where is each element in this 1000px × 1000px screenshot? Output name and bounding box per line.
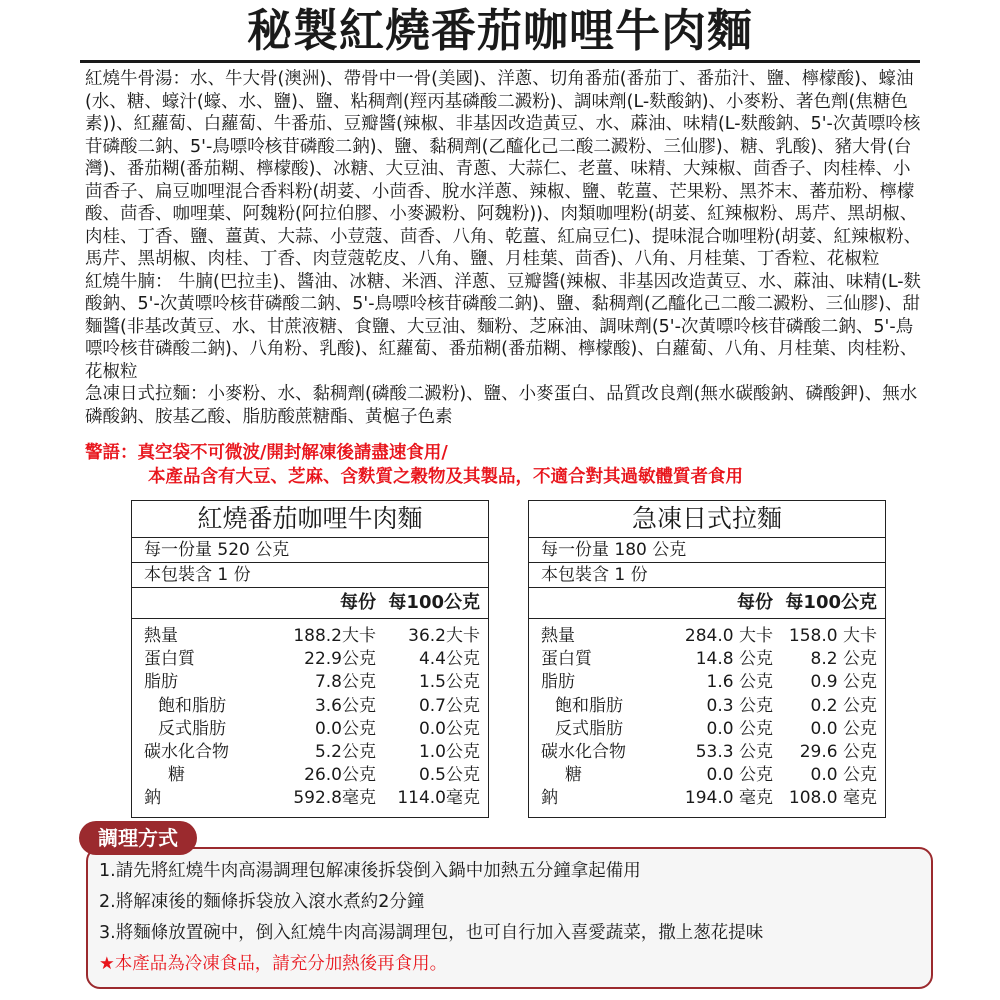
warning-line-1: 警語：真空袋不可微波/開封解凍後請盡速食用/ — [85, 443, 448, 463]
nutrition-header — [132, 588, 488, 619]
table-row: 飽和脂肪 0.3 公克 0.2 公克 — [555, 695, 877, 716]
serving-size: 每一份量 180 公克 — [529, 538, 885, 563]
warning-block — [85, 441, 945, 489]
table-row: 蛋白質 22.9公克 4.4公克 — [144, 649, 480, 670]
table-row: 碳水化合物 5.2公克 1.0公克 — [144, 741, 480, 762]
nutrition-table-ramen — [528, 500, 886, 818]
table-row: 熱量 188.2大卡 36.2大卡 — [144, 626, 480, 646]
table-row: 鈉 194.0 毫克 108.0 毫克 — [541, 788, 877, 809]
title-divider — [80, 60, 920, 63]
serving-size: 每一份量 520 公克 — [132, 538, 488, 563]
table-row: 飽和脂肪 3.6公克 0.7公克 — [158, 695, 480, 716]
table-row: 蛋白質 14.8 公克 8.2 公克 — [541, 649, 877, 670]
method-step-3: 3.將麵條放置碗中，倒入紅燒牛肉高湯調理包，也可自行加入喜愛蔬菜，撒上葱花提味 — [99, 923, 764, 943]
frozen-food-note: ★本產品為冷凍食品，請充分加熱後再食用。 — [99, 954, 448, 974]
table-row: 鈉 592.8毫克 114.0毫克 — [144, 788, 480, 809]
table-row: 糖 0.0 公克 0.0 公克 — [565, 765, 877, 786]
table-row: 熱量 284.0 大卡 158.0 大卡 — [541, 626, 877, 646]
table-row: 碳水化合物 53.3 公克 29.6 公克 — [541, 741, 877, 762]
servings-per-pack: 本包裝含 1 份 — [529, 563, 885, 588]
method-step-1: 1.請先將紅燒牛肉高湯調理包解凍後拆袋倒入鍋中加熱五分鐘拿起備用 — [99, 861, 641, 881]
table-row: 脂肪 7.8公克 1.5公克 — [144, 672, 480, 693]
cooking-method-box — [86, 847, 933, 989]
servings-per-pack: 本包裝含 1 份 — [132, 563, 488, 588]
cooking-method-tag: 調理方式 — [79, 821, 197, 855]
table-row: 糖 26.0公克 0.5公克 — [168, 765, 480, 786]
nutrition-title: 紅燒番茄咖哩牛肉麵 — [132, 501, 488, 538]
nutrition-title: 急凍日式拉麵 — [529, 501, 885, 538]
nutrition-table-beef-noodle — [131, 500, 489, 818]
col-per-100g: 每100公克 — [785, 592, 877, 613]
product-title: 秘製紅燒番茄咖哩牛肉麵 — [246, 4, 753, 57]
table-row: 脂肪 1.6 公克 0.9 公克 — [541, 672, 877, 693]
nutrition-header — [529, 588, 885, 619]
col-per-serving: 每份 — [737, 592, 773, 613]
method-step-2: 2.將解凍後的麵條拆袋放入滾水煮約2分鐘 — [99, 892, 425, 912]
warning-line-2: 本產品含有大豆、芝麻、含麩質之穀物及其製品，不適合對其過敏體質者食用 — [148, 467, 743, 487]
col-per-serving: 每份 — [340, 592, 376, 613]
table-row: 反式脂肪 0.0 公克 0.0 公克 — [555, 718, 877, 739]
ingredients-text: 紅燒牛骨湯：水、牛大骨(澳洲)、帶骨中一骨(美國)、洋蔥、切角番茄(番茄丁、番茄汁、鹽、檸檬酸)、蠔油(水、糖、蠔汁(蠔、水、鹽)、鹽、粘稠劑(羥丙基磷酸二澱粉)、調味劑(L-麩酸鈉)、小麥粉、著色劑(焦糖色素))、紅蘿蔔、白蘿蔔、牛番茄、豆瓣醬(辣椒、非基因改造黃豆、水、蔴油、味精(L-麩酸鈉、5'-次黃嘌呤核苷磷酸二鈉、5'-鳥嘌呤核苷磷酸二鈉)、鹽、黏稠劑(乙醯化己二酸二澱粉、三仙膠)、糖、乳酸)、豬大骨(台灣)、番茄糊(番茄糊、檸檬酸)、冰糖、大豆油、青蔥、大蒜仁、老薑、味精、大辣椒、茴香子、肉桂棒、小茴香子、扁豆咖哩混合香料粉(胡荽、小茴香、脫水洋蔥、辣椒、鹽、乾薑、芒果粉、黑芥末、蕃茄粉、檸檬酸、茴香、咖哩葉、阿魏粉(阿拉伯膠、小麥澱粉、阿魏粉))、肉類咖哩粉(胡荽、紅辣椒粉、馬芹、黑胡椒、肉桂、丁香、鹽、薑黃、大蒜、小荳蔻、茴香、八角、乾薑、紅扁豆仁)、提味混合咖哩粉(胡荽、紅辣椒粉、馬芹、黑胡椒、肉桂、丁香、肉荳蔻乾皮、八角、鹽、月桂葉、茴香)、八角、月桂葉、丁香粒、花椒粒 紅燒牛腩： 牛腩(巴拉圭)、醬油、冰糖、米酒、洋蔥、豆瓣醬(辣椒、非基因改造黃豆、水、蔴油、味精(L-麩酸鈉、5'-次黃嘌呤核苷磷酸二鈉、5'-鳥嘌呤核苷磷酸二鈉)、鹽、黏稠劑(乙醯化己二酸二澱粉、三仙膠)、甜麵醬(非基改黃豆、水、甘蔗液糖、食鹽、大豆油、麵粉、芝麻油、調味劑(5'-次黃嘌呤核苷磷酸二鈉、5'-鳥嘌呤核苷磷酸二鈉)、八角粉、乳酸)、紅蘿蔔、番茄糊(番茄糊、檸檬酸)、白蘿蔔、八角、月桂葉、肉桂粉、花椒粒 急凍日式拉麵：小麥粉、水、黏稠劑(磷酸二澱粉)、鹽、小麥蛋白、品質改良劑(無水碳酸鈉、磷酸鉀)、無水磷酸鈉、胺基乙酸、脂肪酸蔗糖酯、黃槴子色素 — [85, 69, 922, 427]
table-row: 反式脂肪 0.0公克 0.0公克 — [158, 718, 480, 739]
col-per-100g: 每100公克 — [388, 592, 480, 613]
